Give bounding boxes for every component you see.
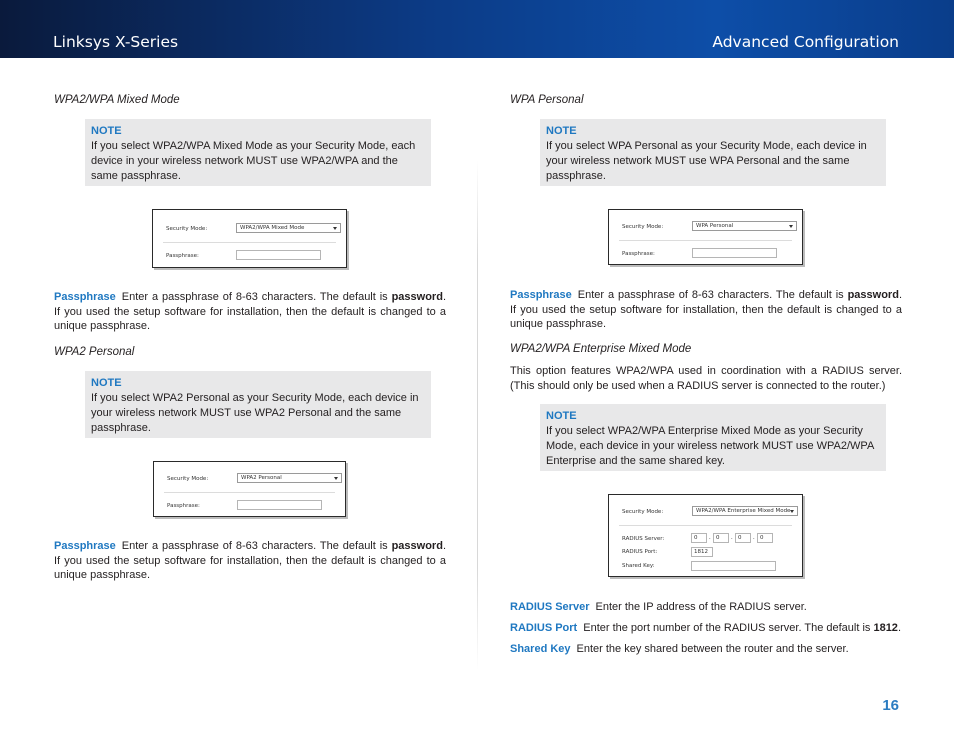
radius-server-octet: 0 <box>757 533 773 543</box>
chevron-down-icon <box>334 477 338 480</box>
term-passphrase: Passphrase <box>54 540 116 552</box>
section-title-wpa-personal: WPA Personal <box>510 94 584 106</box>
passphrase-description: Passphrase Enter a passphrase of 8-63 characters. The default is password. If you used the setup software for installation, then the default is changed to a unique passphrase. <box>510 289 902 331</box>
header-product-title: Linksys X-Series <box>53 33 179 51</box>
security-mode-value: WPA2/WPA Mixed Mode <box>240 225 305 231</box>
settings-screenshot <box>608 209 803 265</box>
passphrase-label: Passphrase: <box>167 503 200 509</box>
note-box <box>540 119 886 186</box>
shared-key-input <box>691 561 776 571</box>
passphrase-description: Passphrase Enter a passphrase of 8-63 characters. The default is password. If you used the setup software for installation, then the default is changed to a unique passphrase. <box>54 291 446 333</box>
passphrase-label: Passphrase: <box>622 251 655 257</box>
note-label: NOTE <box>546 125 577 137</box>
page-header <box>0 0 954 58</box>
note-text: If you select WPA Personal as your Security Mode, each device in your wireless network MUST use WPA Personal and the same passphrase. <box>546 140 867 182</box>
divider <box>164 492 335 493</box>
settings-screenshot <box>152 209 347 268</box>
security-mode-select <box>692 221 797 231</box>
note-box <box>540 404 886 471</box>
term-passphrase: Passphrase <box>54 291 116 303</box>
radius-server-label: RADIUS Server: <box>622 536 665 542</box>
note-text: If you select WPA2 Personal as your Security Mode, each device in your wireless network MUST use WPA2 Personal and the same passphrase. <box>91 392 419 434</box>
chevron-down-icon <box>790 510 794 513</box>
note-text: If you select WPA2/WPA Mixed Mode as your Security Mode, each device in your wireless network MUST use WPA2/WPA and the same passphrase. <box>91 140 416 182</box>
note-label: NOTE <box>546 410 577 422</box>
section-title-wpa2-wpa-enterprise: WPA2/WPA Enterprise Mixed Mode <box>510 343 692 355</box>
section-title-wpa2-personal: WPA2 Personal <box>54 346 135 358</box>
passphrase-input <box>236 250 321 260</box>
security-mode-label: Security Mode: <box>167 476 209 482</box>
term-shared-key: Shared Key <box>510 643 571 655</box>
divider <box>619 240 792 241</box>
settings-screenshot: Security Mode: WPA2/WPA Enterprise Mixed Mode RADIUS Server: 0 . 0 . 0 . 0 RADIUS Port: 1812 Shared Key: <box>608 494 803 577</box>
note-label: NOTE <box>91 377 122 389</box>
security-mode-value: WPA2/WPA Enterprise Mixed Mode <box>696 508 791 514</box>
radius-server-octet: 0 <box>713 533 729 543</box>
term-radius-port: RADIUS Port <box>510 622 578 634</box>
security-mode-select <box>692 506 798 516</box>
passphrase-label: Passphrase: <box>166 253 199 259</box>
security-mode-select <box>236 223 341 233</box>
def-shared-key: Shared Key Enter the key shared between the router and the server. <box>510 643 849 655</box>
passphrase-description: Passphrase Enter a passphrase of 8-63 characters. The default is password. If you used the setup software for installation, then the default is changed to a unique passphrase. <box>54 540 446 582</box>
chevron-down-icon <box>333 227 337 230</box>
def-radius-server: RADIUS Server Enter the IP address of the RADIUS server. <box>510 601 807 613</box>
security-mode-select <box>237 473 342 483</box>
note-text: If you select WPA2/WPA Enterprise Mixed Mode as your Security Mode, each device in your wireless network MUST use WPA2/WPA Enterprise and the same shared key. <box>546 425 874 467</box>
radius-port-label: RADIUS Port: <box>622 549 658 555</box>
note-box <box>85 371 431 438</box>
note-box <box>85 119 431 186</box>
chevron-down-icon <box>789 225 793 228</box>
security-mode-label: Security Mode: <box>622 224 664 230</box>
column-divider <box>477 160 478 670</box>
radius-port-input: 1812 <box>691 547 713 557</box>
note-label: NOTE <box>91 125 122 137</box>
def-radius-port: RADIUS Port Enter the port number of the RADIUS server. The default is 1812. <box>510 622 901 634</box>
passphrase-input <box>692 248 777 258</box>
term-radius-server: RADIUS Server <box>510 601 590 613</box>
settings-screenshot <box>153 461 346 517</box>
security-mode-value: WPA Personal <box>696 223 734 229</box>
shared-key-label: Shared Key: <box>622 563 655 569</box>
header-section-title: Advanced Configuration <box>712 33 899 51</box>
radius-server-octet: 0 <box>691 533 707 543</box>
radius-server-octet: 0 <box>735 533 751 543</box>
term-passphrase: Passphrase <box>510 289 572 301</box>
security-mode-label: Security Mode: <box>622 509 664 515</box>
section-title-wpa2-wpa-mixed: WPA2/WPA Mixed Mode <box>54 94 180 106</box>
passphrase-input <box>237 500 322 510</box>
divider <box>619 525 792 526</box>
security-mode-value: WPA2 Personal <box>241 475 282 481</box>
security-mode-label: Security Mode: <box>166 226 208 232</box>
divider <box>163 242 336 243</box>
page-number: 16 <box>882 697 899 714</box>
enterprise-intro: This option features WPA2/WPA used in coordination with a RADIUS server. (This should only be used when a RADIUS server is connected to the router.) <box>510 365 902 392</box>
